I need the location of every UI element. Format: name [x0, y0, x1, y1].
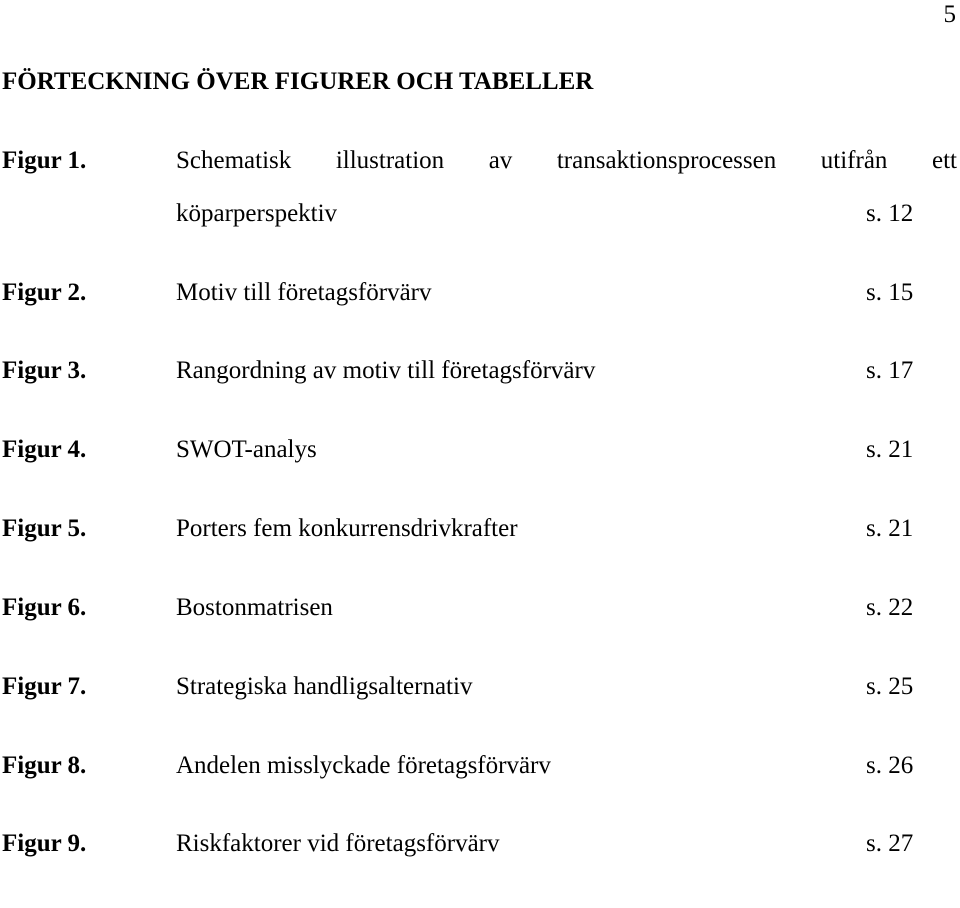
figure-title: Andelen misslyckade företagsförvärv [176, 752, 551, 779]
figure-entry-3 [0, 355, 960, 435]
page-number: 5 [943, 1, 956, 28]
figure-title: SWOT-analys [176, 436, 317, 463]
figure-title: Bostonmatrisen [176, 594, 333, 621]
list-of-figures-heading: FÖRTECKNING ÖVER FIGURER OCH TABELLER [2, 68, 594, 95]
figure-entry-4 [0, 434, 960, 514]
figure-page-ref: s. 25 [866, 673, 914, 700]
figure-page-ref: s. 17 [866, 357, 914, 384]
figure-title-word: ett [931, 147, 957, 174]
figure-title-line1 [176, 145, 957, 177]
figure-title: Rangordning av motiv till företagsförvärv [176, 357, 596, 384]
figure-label: Figur 3. [2, 357, 87, 384]
figure-title: Porters fem konkurrensdrivkrafter [176, 515, 518, 542]
figure-page-ref: s. 12 [866, 200, 914, 227]
figure-title-line2: köparperspektiv [176, 200, 338, 227]
figure-entry-1 [0, 145, 960, 225]
figure-page-ref: s. 22 [866, 594, 914, 621]
figure-page-ref: s. 15 [866, 279, 914, 306]
figure-entry-5 [0, 513, 960, 593]
figure-title-word: utifrån [820, 147, 888, 174]
figure-title-word: transaktionsprocessen [556, 147, 777, 174]
figure-entry-9 [0, 828, 960, 908]
figure-label: Figur 9. [2, 830, 87, 857]
figure-page-ref: s. 21 [866, 436, 914, 463]
figure-label: Figur 1. [2, 147, 87, 174]
figure-title-word: Schematisk [176, 147, 292, 174]
figure-entry-6 [0, 592, 960, 672]
figure-entry-2 [0, 277, 960, 357]
figure-page-ref: s. 26 [866, 752, 914, 779]
figure-label: Figur 2. [2, 279, 87, 306]
figure-label: Figur 7. [2, 673, 87, 700]
figure-label: Figur 8. [2, 752, 87, 779]
figure-label: Figur 6. [2, 594, 87, 621]
figure-entry-7 [0, 671, 960, 751]
figure-title: Strategiska handligsalternativ [176, 673, 473, 700]
figure-title: Motiv till företagsförvärv [176, 279, 432, 306]
figure-entry-8 [0, 750, 960, 830]
figure-title-word: illustration [335, 147, 445, 174]
figure-page-ref: s. 27 [866, 830, 914, 857]
figure-title-word: av [488, 147, 513, 174]
figure-label: Figur 4. [2, 436, 87, 463]
figure-title: Riskfaktorer vid företagsförvärv [176, 830, 500, 857]
figure-page-ref: s. 21 [866, 515, 914, 542]
figure-label: Figur 5. [2, 515, 87, 542]
